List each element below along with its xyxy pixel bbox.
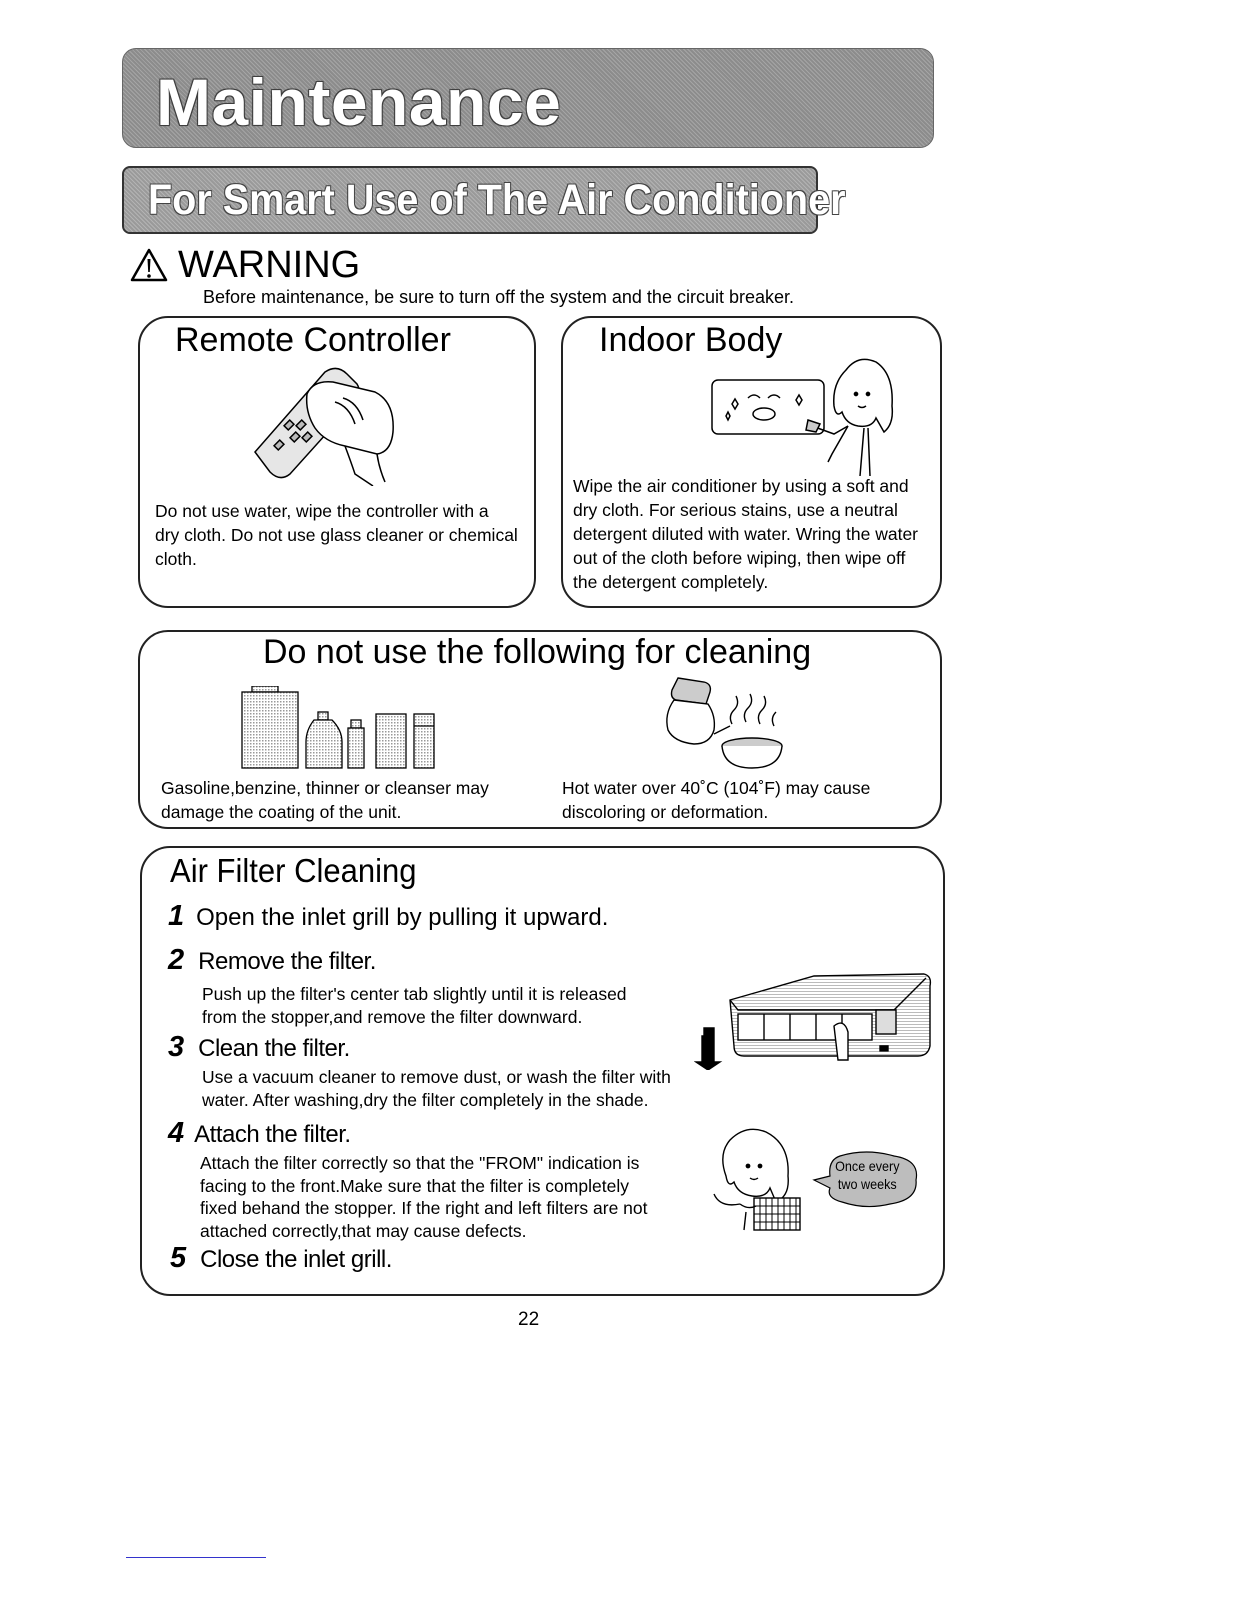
text-line: dry cloth. Do not use glass cleaner or chemical [155, 525, 518, 545]
step-title: Attach the filter. [194, 1121, 351, 1148]
text-line: the detergent completely. [573, 572, 769, 592]
chemicals-illustration [238, 686, 438, 770]
text-line: Do not use water, wipe the controller with a [155, 501, 489, 521]
frequency-bubble-text [834, 1157, 901, 1193]
text-line: Hot water over 40˚C (104˚F) may cause [562, 778, 871, 798]
step-number: 5 [170, 1242, 187, 1274]
text-line: cloth. [155, 549, 197, 569]
filter-step-2 [168, 944, 376, 977]
indoor-cleaning-illustration [708, 354, 903, 478]
indoor-body-text [573, 474, 933, 594]
remote-controller-text [155, 499, 525, 571]
filter-step-4 [168, 1117, 351, 1150]
step-title: Clean the filter. [198, 1035, 350, 1062]
step-description [202, 983, 627, 1028]
text-line: Attach the filter correctly so that the "FROM" indication is [200, 1153, 640, 1173]
text-line: discoloring or deformation. [562, 802, 769, 822]
hot-water-warning-text [562, 776, 922, 824]
step-number: 2 [168, 944, 185, 976]
chemicals-warning-text [161, 776, 541, 824]
warning-title: WARNING [178, 244, 361, 286]
text-line: from the stopper,and remove the filter downward. [202, 1006, 583, 1027]
text-line: out of the cloth before wiping, then wipe off [573, 548, 906, 568]
hot-water-illustration [660, 674, 790, 770]
indoor-body-heading: Indoor Body [599, 321, 783, 359]
step-title: Open the inlet grill by pulling it upward. [196, 904, 609, 931]
text-line: Gasoline,benzine, thinner or cleanser may [161, 778, 489, 798]
step-title: Close the inlet grill. [200, 1246, 392, 1273]
filter-step-1 [168, 900, 608, 933]
page-subtitle: For Smart Use of The Air Conditioner [148, 176, 846, 224]
page-title: Maintenance [156, 65, 562, 139]
step-description [200, 1152, 648, 1242]
text-line: attached correctly,that may cause defects. [200, 1220, 527, 1241]
step-number: 1 [168, 900, 185, 932]
step-number: 4 [168, 1117, 185, 1149]
warning-text: Before maintenance, be sure to turn off the system and the circuit breaker. [203, 287, 794, 307]
text-line: Wipe the air conditioner by using a soft and [573, 476, 909, 496]
filter-step-3 [168, 1031, 350, 1064]
filter-removal-illustration [694, 970, 934, 1070]
warning-triangle-icon [130, 248, 168, 282]
air-filter-heading: Air Filter Cleaning [170, 852, 417, 889]
text-line: Push up the filter's center tab slightly until it is released [202, 984, 627, 1004]
filter-step-5 [170, 1242, 392, 1275]
step-description [202, 1066, 671, 1111]
page-number: 22 [518, 1309, 540, 1330]
step-title: Remove the filter. [198, 948, 376, 975]
text-line: damage the coating of the unit. [161, 802, 402, 822]
bubble-line: Once every [835, 1158, 900, 1174]
step-number: 3 [168, 1031, 185, 1063]
text-line: dry cloth. For serious stains, use a neutral [573, 500, 898, 520]
bubble-line: two weeks [837, 1176, 897, 1192]
remote-cleaning-illustration [245, 362, 405, 486]
footer-link-underline[interactable] [126, 1557, 266, 1558]
text-line: water. After washing,dry the filter completely in the shade. [202, 1089, 649, 1110]
warning-heading [130, 243, 360, 287]
text-line: facing to the front.Make sure that the filter is completely [200, 1175, 629, 1196]
girl-with-filter-illustration [710, 1126, 810, 1232]
do-not-use-heading: Do not use the following for cleaning [263, 633, 812, 671]
remote-controller-heading: Remote Controller [175, 321, 451, 359]
text-line: fixed behand the stopper. If the right and left filters are not [200, 1198, 648, 1218]
text-line: detergent diluted with water. Wring the water [573, 524, 919, 544]
text-line: Use a vacuum cleaner to remove dust, or wash the filter with [202, 1067, 671, 1087]
